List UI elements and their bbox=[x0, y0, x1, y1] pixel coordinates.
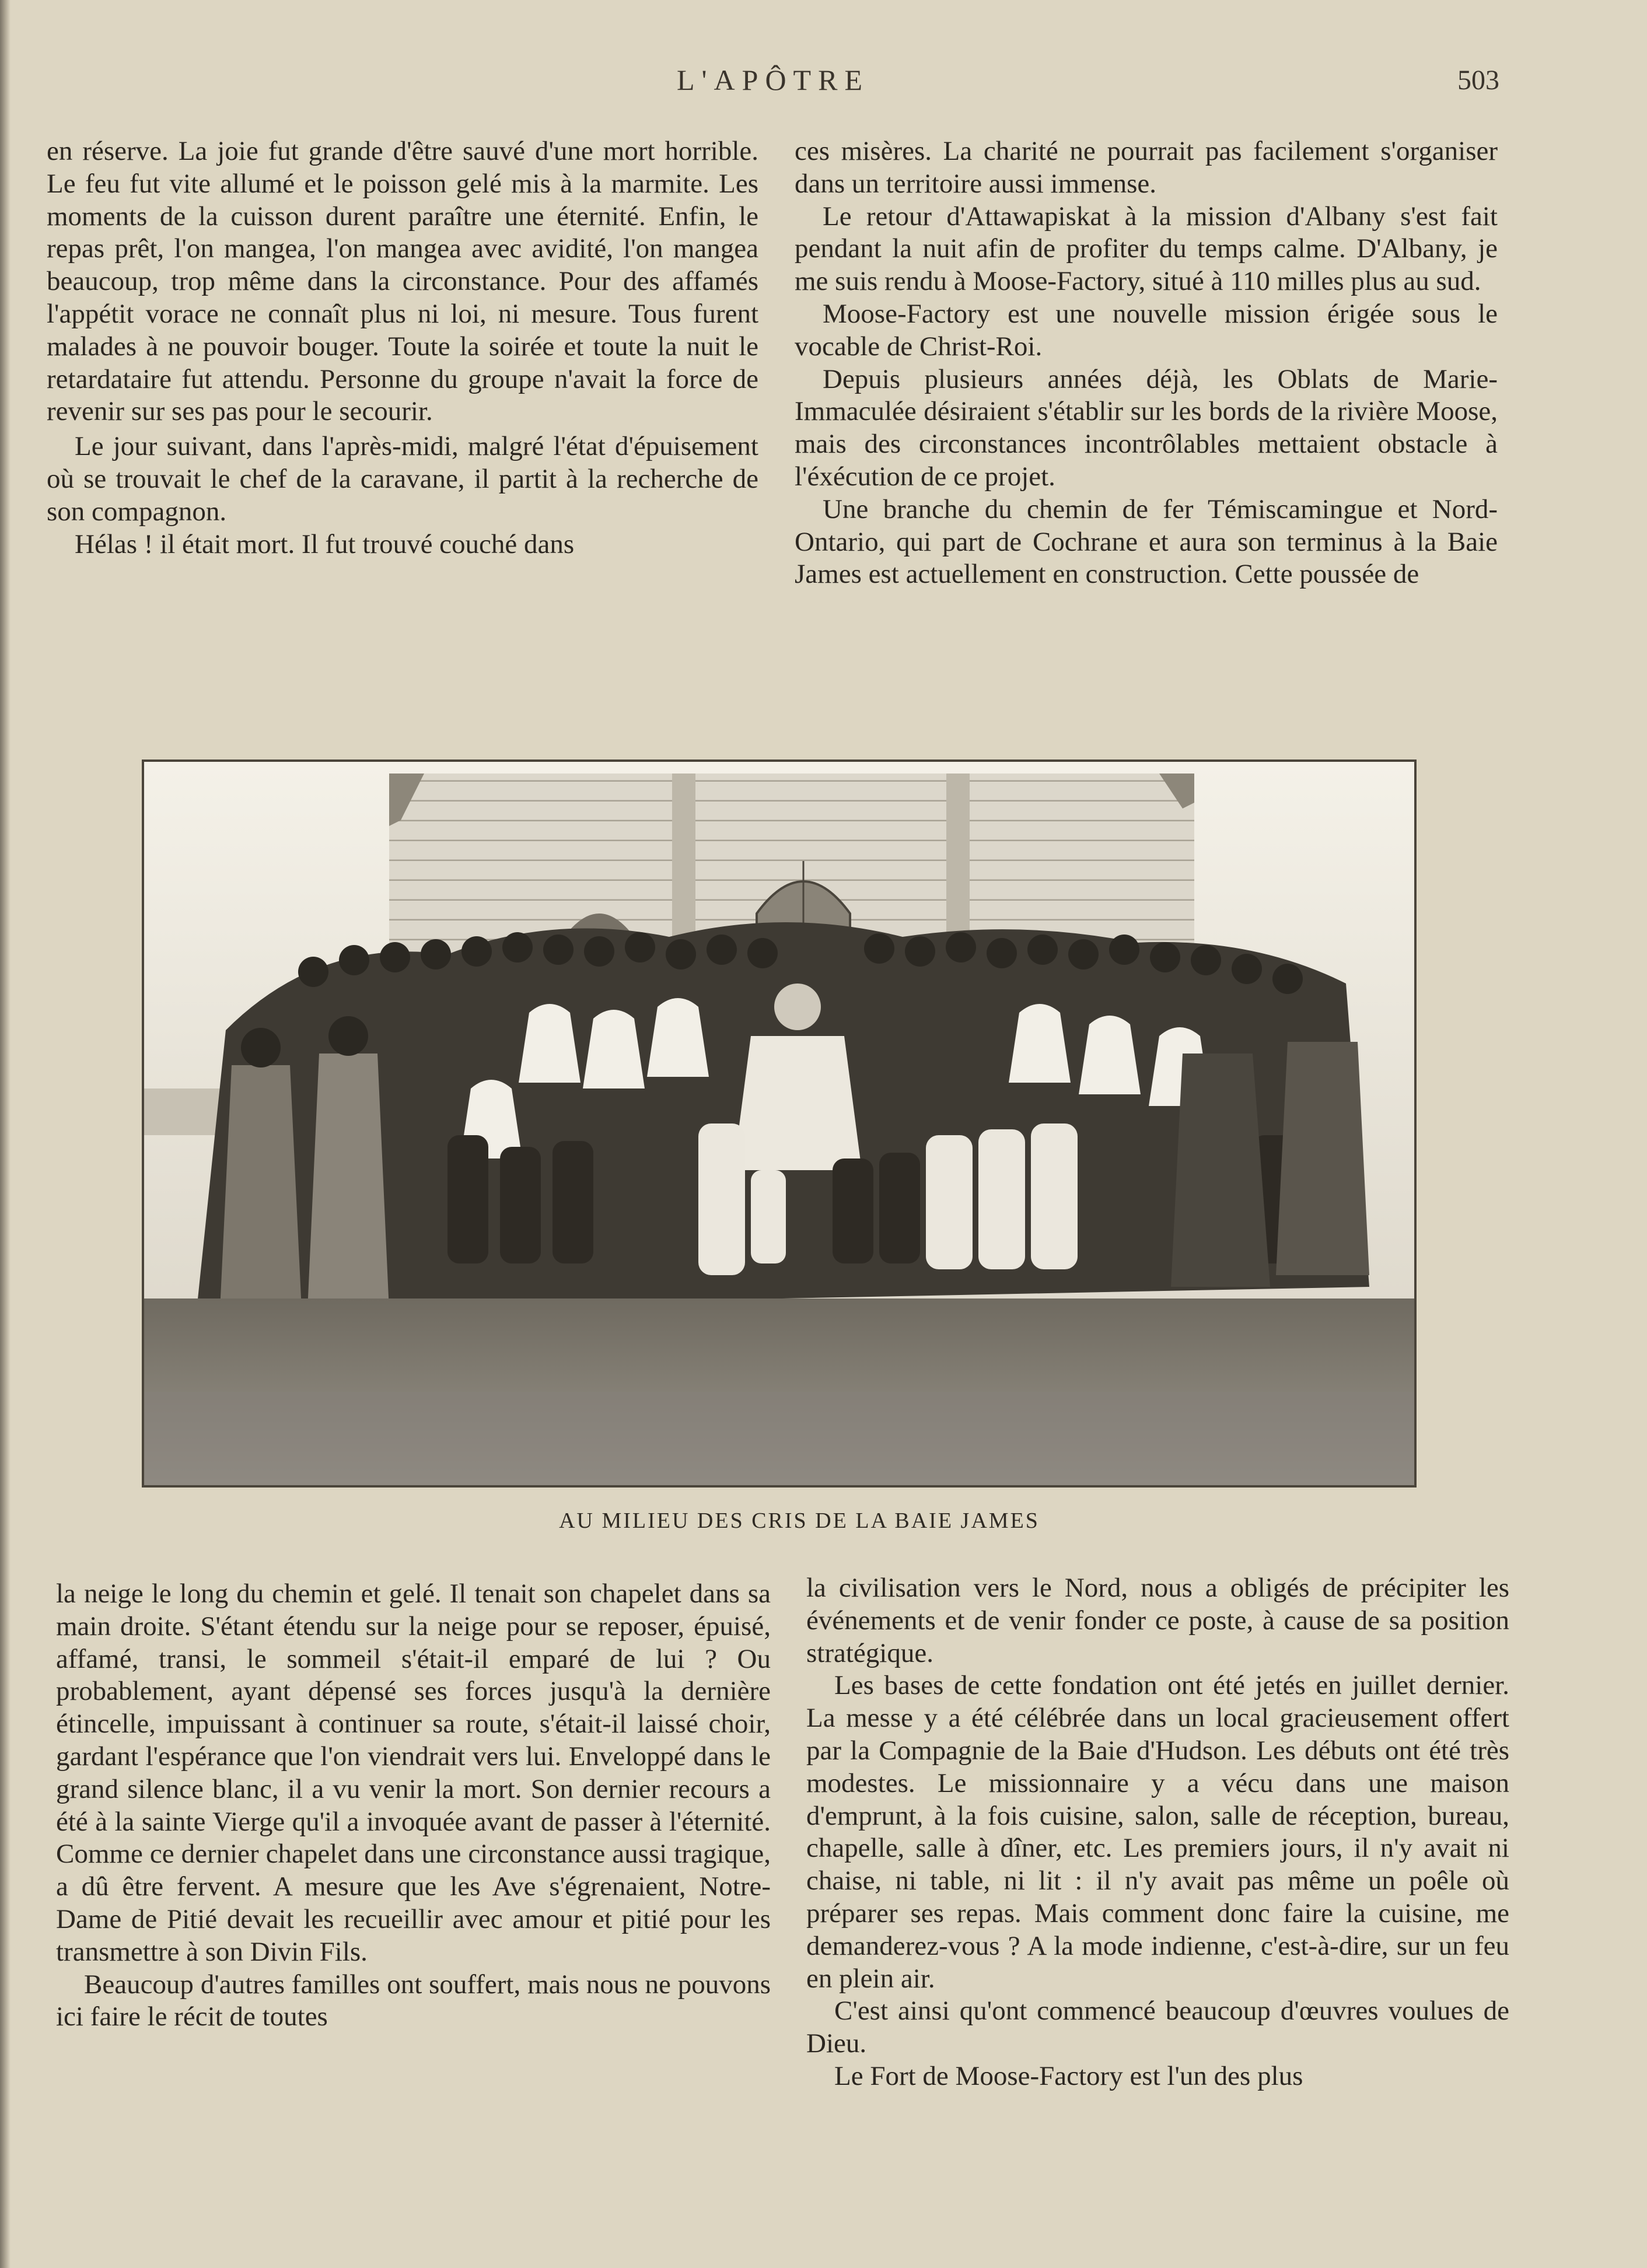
paragraph: Hélas ! il était mort. Il fut trouvé couché dans bbox=[75, 528, 575, 559]
page-number: 503 bbox=[1457, 65, 1499, 96]
paragraph: Depuis plusieurs années déjà, les Oblats de Marie-Immaculée désiraient s'établir sur les bords de la rivière Moose, mais des circonstances incontrôlables mettaient obstacle à l'éxécution de ce projet. bbox=[795, 363, 1498, 492]
paragraph: Les bases de cette fondation ont été jetés en juillet dernier. La messe y a été célébrée dans un local gracieusement offert par la Compagnie de la Baie d'Hudson. Les débuts ont été très modestes. Le missionnaire y a vécu dans une maison d'emprunt, à la fois cuisine, salon, salle de réception, bureau, chapelle, salle à dîner, etc. Les premiers jours, il n'y avait ni chaise, ni table, ni lit : il n'y avait pas même un poêle où préparer ses repas. Mais comment donc faire la cuisine, me demanderez-vous ? A la mode indienne, c'est-à-dire, sur un feu en plein air. bbox=[806, 1670, 1509, 1994]
photo-caption: AU MILIEU DES CRIS DE LA BAIE JAMES bbox=[559, 1508, 1040, 1533]
paragraph: Le Fort de Moose-Factory est l'un des plus bbox=[834, 2060, 1303, 2091]
paragraph: la neige le long du chemin et gelé. Il tenait son chapelet dans sa main droite. S'étant étendu sur la neige pour se reposer, épuisé, affamé, transi, le sommeil s'était-il emparé de lui ? Ou probablement, ayant dépensé ses forces jusqu'à la dernière étincelle, impuissant à continuer sa route, s'était-il laissé choir, gardant l'espérance que l'on viendrait vers lui. Enveloppé dans le grand silence blanc, il a vu venir la mort. Son dernier recours a été à la sainte Vierge qu'il a invoquée avant de passer à l'éternité. Comme ce dernier chapelet dans une circonstance aussi tragique, a dû être fervent. A mesure que les Ave s'égrenaient, Notre-Dame de Pitié devait les recueillir avec amour et pitié pour les transmettre à son Divin Fils. bbox=[56, 1578, 771, 1967]
running-title: L'APÔTRE bbox=[676, 64, 869, 96]
paragraph: C'est ainsi qu'ont commencé beaucoup d'œuvres voulues de Dieu. bbox=[806, 1996, 1509, 2059]
text-column-lower-right bbox=[806, 1572, 1509, 2093]
page-binding-edge bbox=[0, 0, 11, 2268]
paragraph: Le jour suivant, dans l'après-midi, malgré l'état d'épuisement où se trouvait le chef de la caravane, il partit à la recherche de son compagnon. bbox=[47, 431, 758, 527]
paragraph: en réserve. La joie fut grande d'être sauvé d'une mort horrible. Le feu fut vite allumé et le poisson gelé mis à la marmite. Les moments de la cuisson durent paraître une éternité. Enfin, le repas prêt, l'on mangea, l'on mangea avec avidité, l'on mangea beaucoup, trop même dans la circonstance. Pour des affamés l'appétit vorace ne connaît plus ni loi, ni mesure. Tous furent malades à ne pouvoir bouger. Toute la soirée et toute la nuit le retardataire fut attendu. Personne du groupe n'avait la force de revenir sur ses pas pour le secourir. bbox=[47, 136, 758, 427]
text-column-upper-right bbox=[795, 135, 1498, 591]
text-column-upper-left bbox=[47, 135, 758, 561]
text-column-lower-left bbox=[56, 1578, 771, 2034]
paragraph: Moose-Factory est une nouvelle mission érigée sous le vocable de Christ-Roi. bbox=[795, 298, 1498, 362]
paragraph: Beaucoup d'autres familles ont souffert, mais nous ne pouvons ici faire le récit de toutes bbox=[56, 1969, 771, 2032]
group-photograph bbox=[142, 760, 1417, 1488]
paragraph: Une branche du chemin de fer Témiscamingue et Nord-Ontario, qui part de Cochrane et aura son terminus à la Baie James est actuellement en construction. Cette poussée de bbox=[795, 494, 1498, 590]
paragraph: la civilisation vers le Nord, nous a obligés de précipiter les événements et de venir fonder ce poste, à cause de sa position stratégique. bbox=[806, 1573, 1509, 1668]
paragraph: Le retour d'Attawapiskat à la mission d'Albany s'est fait pendant la nuit afin de profiter du temps calme. D'Albany, je me suis rendu à Moose-Factory, situé à 110 milles plus au sud. bbox=[795, 201, 1498, 297]
paragraph: ces misères. La charité ne pourrait pas facilement s'organiser dans un territoire aussi immense. bbox=[795, 136, 1498, 199]
